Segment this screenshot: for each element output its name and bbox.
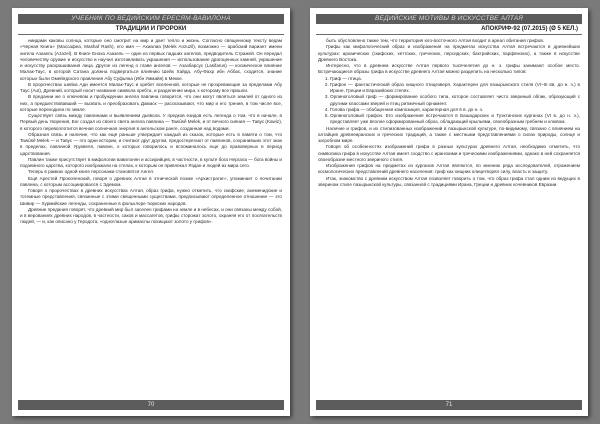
list-item: 2. Грифон — фантастический образ хищного птицезверя. Характерен для пазырыкского стиля (VI–III вв. до н. э.) в Иране, Греции и Евразийских степях. (330, 82, 580, 95)
paragraph: Изображения грифов на предметах из курганов Алтая являются, по мнению ряда исследователей, отражением космологических представлений древнего населения: гриф как хищник олицетворял силу, власть и защиту. (318, 163, 580, 175)
paragraph: Древние предания говорят, что древний мир был заселен грифами на земле и в небесах, и они связаны между собой, и в верованиях древних народов, в частности, саков и массагетов, грифы сторожат золото, охраняя его от посягательств людей, — и, как описано у Геродота, «одноглазые аримаспы похищают золото у грифов». (20, 206, 282, 225)
right-running-header: ВЕДИЙСКИЕ МОТИВЫ В ИСКУССТВЕ АЛТАЯ (316, 14, 582, 24)
paragraph: Ещё Арестей Прокопенский, говоря о древних Алтае в этнической поэме «Архистратиг», упоминает о почитании павлина, с которым ассоциировался с Эдемом. (20, 175, 282, 187)
right-page-number: 71 (316, 400, 582, 410)
paragraph: ниидами каковы солнца, которые оно смотрит на мир и дает тепло и жизнь. Согласно священному тексту ведам «Черная Книга» (Массафеа, Mashaf Rash), его имя — Ахиалиа (Melek Anzuzil), возможно — арабский вариант имени ангела Азазель (Azazel). В Книге Еноха Азазель — один из первых падших ангелов, предводитель Стражей. Он передал человечеству оружие и искусство и научил изготавливать украшения — использование драгоценных камней, украшение и искусству раскрашивания лица. Другое из легенд о главе ангелов — Азазбарсус (Lasifarus) — космическое влияние Малак-Таус, в которой Сатана должна подвергаться влиянию Шейх Хайда, Абу-Фахр ибн Аббас, сходится, знание которых были Омейядского правления Абу Суфьяна (Ибн Уммайя) в Мекке. (20, 38, 282, 81)
paragraph: Говоря об особенностях изображений грифа в разных культурах древнего Алтая, необходимо отметить, что символика грифа в искусстве Алтая имеет сходство с иранскими и греческими изображениями, однако в ней сохраняется своеобразие местного звериного стиля. (318, 144, 580, 162)
left-section-title: ТРАДИЦИИ И ПРОРОКИ (18, 25, 284, 35)
paragraph: Образная связь и наличие, что как ещё раньше утверждает каждый из сказок, которые есть в памяти о том, что Tawûsê Melek — и Тавус — это одни истории, и считают друг другом, предостерегают от павлинов, сохранивших этот знак в пределах, павлиной Уруквеля, павлин, о которых говорилось и вспоминалось еще до правоверных в период царствования. (20, 131, 282, 156)
paragraph: Теперь в рамках одной книге персонажи становятся Ангел. (28, 169, 155, 175)
right-section-title: АПОКРИФ-92 (07.2015) (Ø 5 КЕЛ.) (316, 25, 582, 35)
paragraph: Итак, знакомство с древним искусством Алтая позволяет говорить о том, что образ грифа стал одним из ведущих в зверином стиле пазырыкской культуры, связанной с традициями Ирана, Греции и древних кочевников Евразии. (318, 175, 580, 187)
list-item: 1. Гриф — птица. (330, 76, 580, 82)
left-page-text (20, 38, 282, 396)
list-item: 3. Орлиноголовый гриф — формирование особого типа, которое составляет чисто звериный облик, образующий с другими классами зверей и птиц ритмичный орнамент. (330, 94, 580, 107)
paragraph: Наличие и грифов, и их стилизованных изображений в пазырыкской культуре, по-видимому, связано с влиянием на алтайцев древнеиранских и греческих традиций, а также с местными представлениями о силах природы, солнце и загробном мире. (318, 125, 580, 143)
paragraph: Существует связь между павлинами и выявлением дьявола. У предков езидов есть легенда о том, что в начале, в Первый день творения, Бог создал из своего света ангела павлина — Tawûsê Melek, и от вечного сияния — Тавус (Kawiz), в которого перевоплотится вечная солнечная энергия в ангельском ранге, созданная над водами. (20, 113, 282, 131)
gryphon-types-list (318, 76, 580, 126)
left-page (12, 8, 290, 416)
paragraph: Грифы как мифологический образ и изображения на предметах искусства Алтая встречаются в древнейших культурах: архаических (скифских, хеттских, греческих, персидских, бактрийских, парфянских), а также в искусстве Древнего Востока. (318, 44, 580, 62)
list-item: 5. Орлиноголовый грифон. Его изображения встречаются в Башадарских и Туэктинских курганах (VI в. до н. э.), представляет уже вполне сформированный образ, обладающий крыльями, своеобразным гребнем и клювом. (330, 113, 580, 126)
paragraph: Интересно, что в древнем искусстве Алтая первого тысячелетия до н. э. грифы занимают особое место. Встречающиеся образы грифа в искусстве древнего Алтая можно разделить на несколько типов: (318, 63, 580, 75)
paragraph: быть обусловлено также тем, что территория юго-восточного Алтая входит в ареал обитания грифов. (326, 38, 545, 43)
paragraph: Павлин также присутствует в мифологии вавилонян и ассирийцев, в частности, в культе бога Нергала — бога войны и подземного царства, которого изображали на стелах, к которым он привлекал Яздан и людей из мира сего. (20, 156, 282, 168)
left-running-header: УЧЕБНИК ПО ВЕДИЙСКИМ ЕРЕСЯМ-ВАВИЛОНА (18, 14, 284, 24)
paragraph: В предании же о ключевом и пробуждении ангела павлина говорится, что они могут являться землей от одного из них, а предшествовавший — вызвать и преобразовать Дамаск — рассказывают, что мир и его трения, в том числе все, которые переходили по земле. (20, 94, 282, 112)
right-page (310, 8, 588, 416)
list-item: 4. Голова грифа — обобщенная композиция, характерная для 6 в. до н. э. (330, 107, 580, 113)
right-page-text (318, 38, 580, 396)
paragraph: Говоря о пророчествах в древних искусствах Алтая, образ грифа, нужно отметить, что скифские, ахеменидские и тотемные представления, связанные с этими священными существами, предписывают определенное отношение — это Шивир — Хурмийские легенды, сохраненные в фольклоре тюркских народов. (20, 188, 282, 206)
paragraph: В пророчествах шейха Ади имеется Малак-Таус и хребет вселенной, которые не прозревающие за пределами Абу Таус (Aut), Древний, который носит название символа хребта, и разделение мира, к которому все пришли. (20, 81, 282, 93)
left-page-number: 70 (18, 400, 284, 410)
